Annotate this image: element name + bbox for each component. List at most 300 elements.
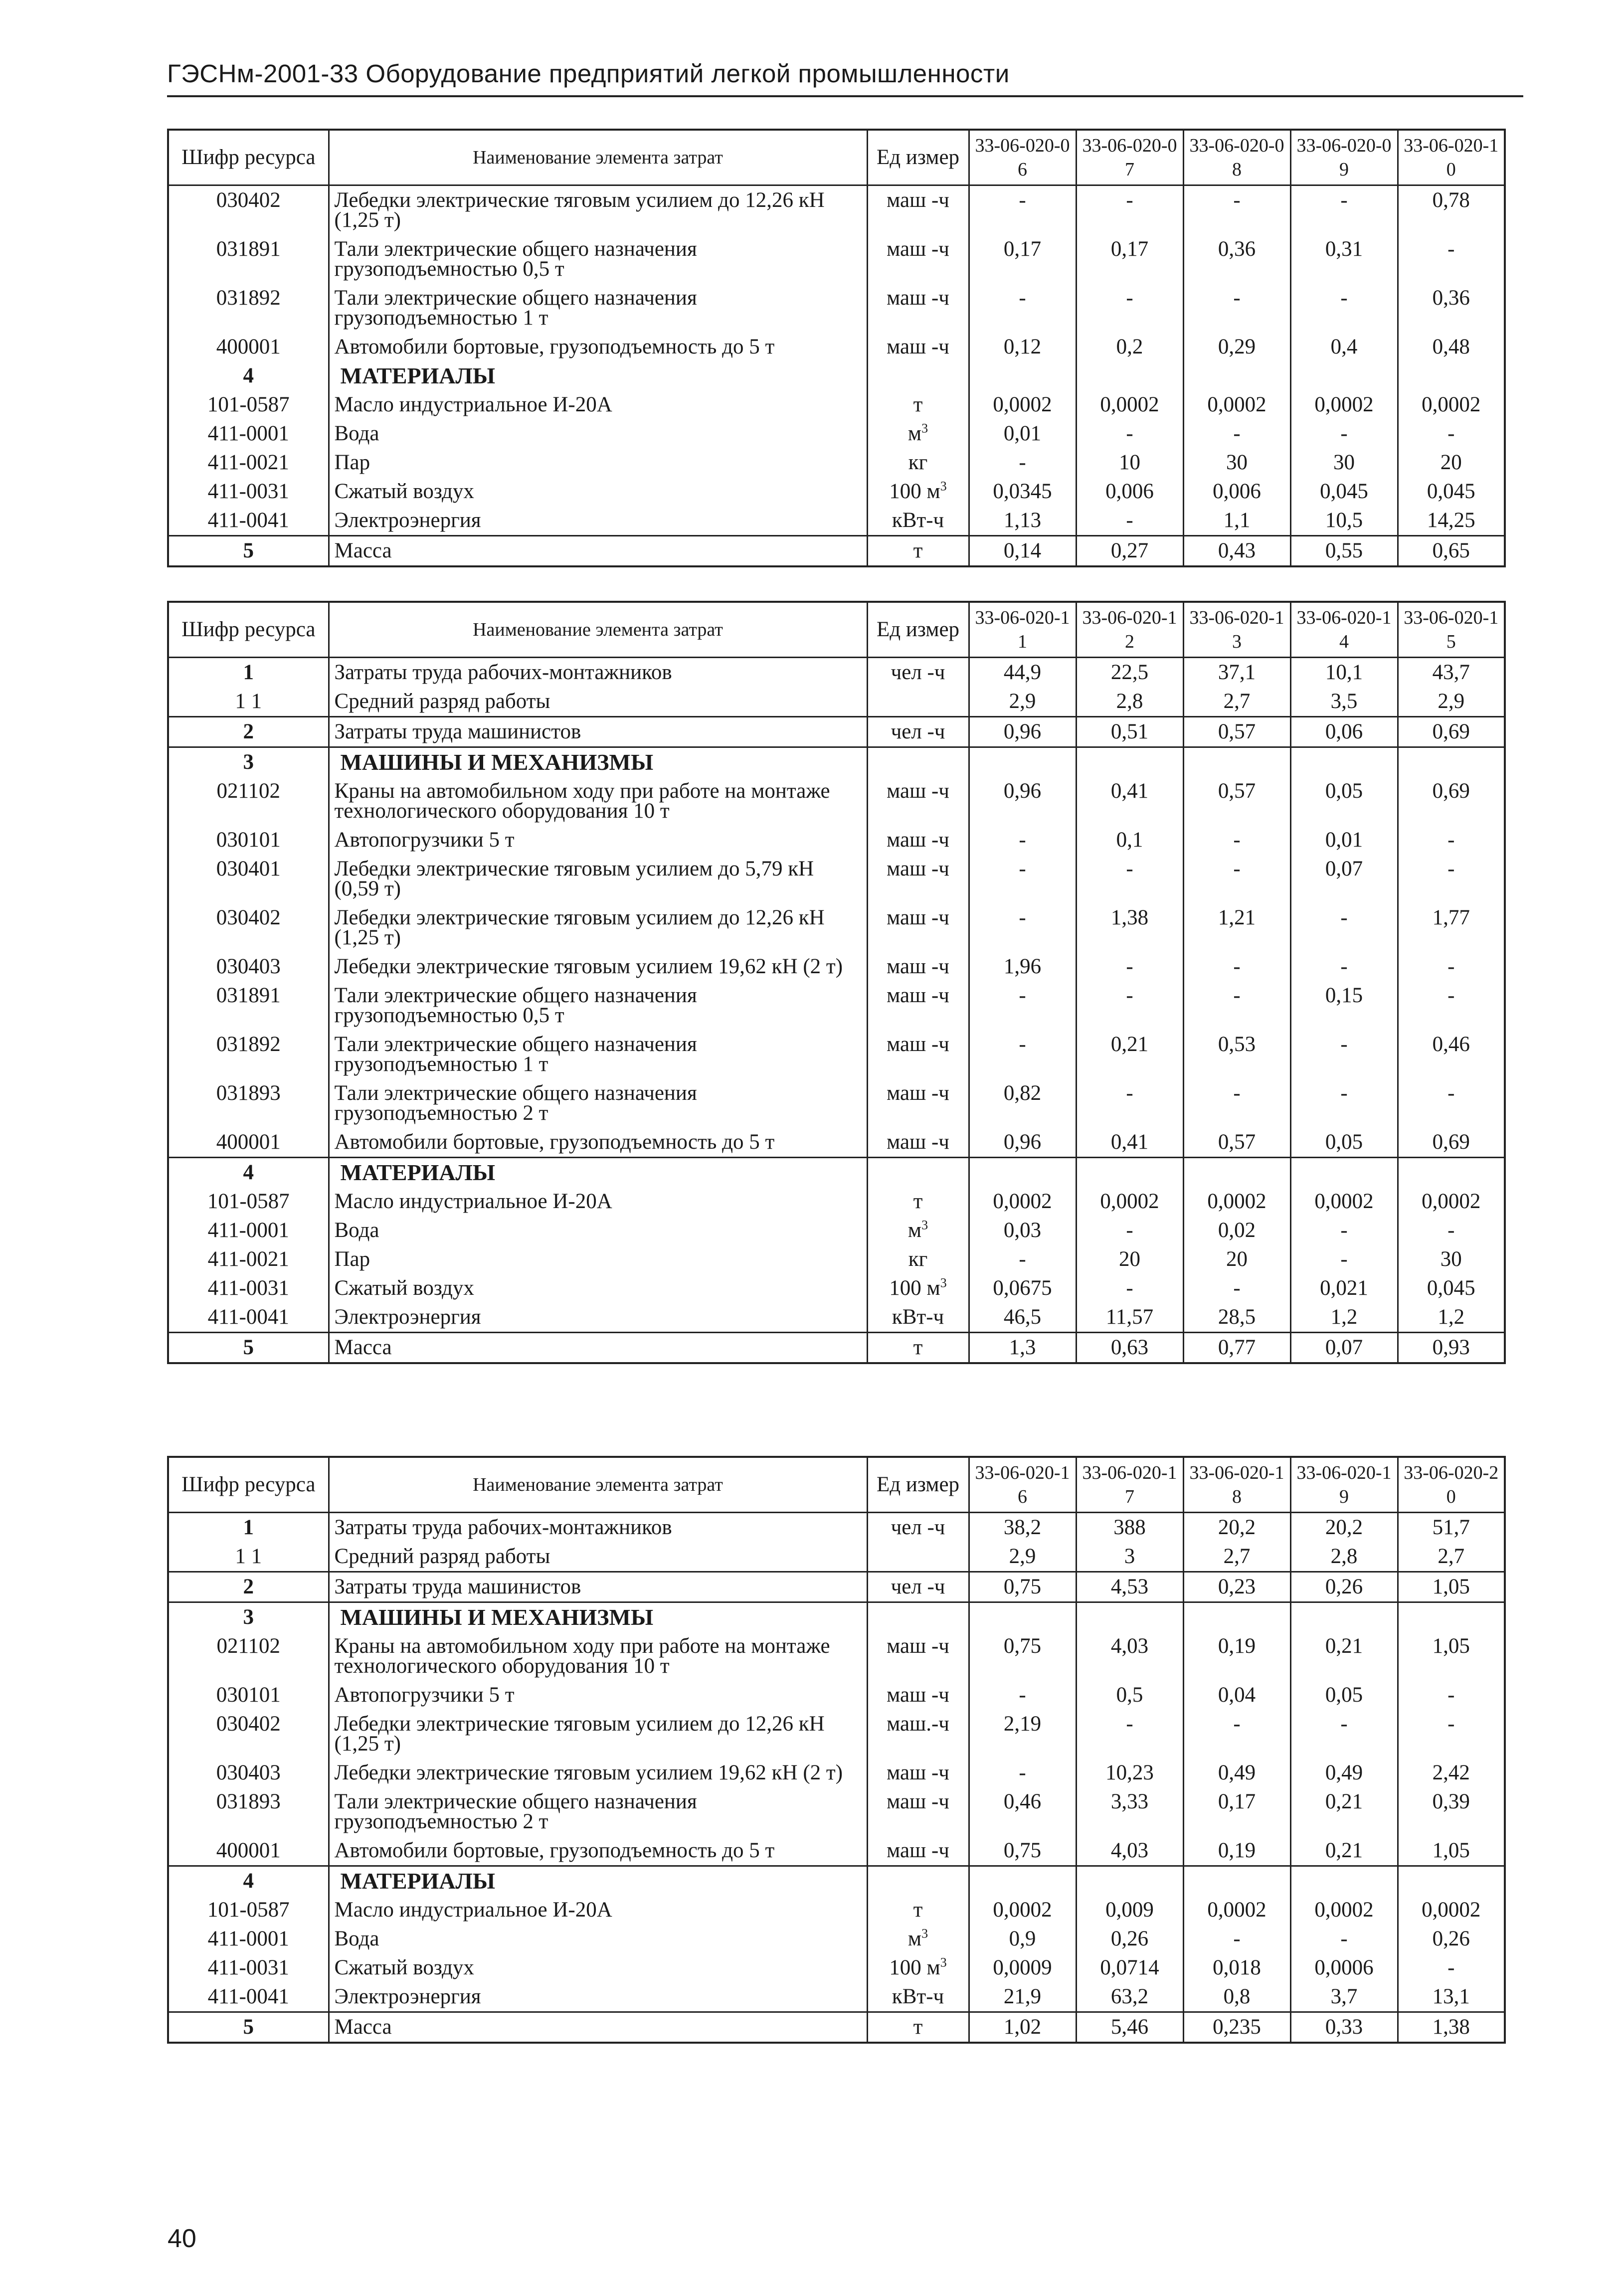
- cost-element-name: Тали электрические общего назначения грузоподъемностью 0,5 т: [329, 235, 867, 284]
- norm-value: -: [1076, 855, 1183, 903]
- empty-cell: [1290, 361, 1398, 390]
- norm-value: -: [969, 1758, 1076, 1787]
- norm-value: 0,96: [969, 1128, 1076, 1158]
- norm-value: 0,0002: [1183, 1896, 1290, 1925]
- cost-element-name: Тали электрические общего назначения грузоподъемностью 1 т: [329, 284, 867, 333]
- norm-value: 0,46: [1398, 1030, 1505, 1079]
- cost-element-name: Тали электрические общего назначения грузоподъемностью 1 т: [329, 1030, 867, 1079]
- section-title: МАТЕРИАЛЫ: [329, 1866, 867, 1896]
- norm-value: -: [1290, 185, 1398, 235]
- table-row: [168, 777, 1505, 826]
- norm-value: 1,05: [1398, 1572, 1505, 1602]
- col-header-norm-code: 33-06-020-16: [969, 1457, 1076, 1513]
- resource-code: 411-0041: [168, 506, 329, 536]
- norm-value: 1,96: [969, 952, 1076, 981]
- norm-value: 0,19: [1183, 1836, 1290, 1866]
- norm-value: -: [969, 903, 1076, 952]
- table-row: [168, 952, 1505, 981]
- norm-value: -: [969, 1681, 1076, 1710]
- norm-value: 0,57: [1183, 777, 1290, 826]
- unit: маш -ч: [867, 1079, 969, 1128]
- norm-value: 0,23: [1183, 1572, 1290, 1602]
- norm-value: -: [1398, 952, 1505, 981]
- norm-value: 20: [1076, 1245, 1183, 1274]
- resource-code: 411-0041: [168, 1303, 329, 1333]
- norm-value: 0,17: [969, 235, 1076, 284]
- table-row: [168, 1303, 1505, 1333]
- unit: т: [867, 1187, 969, 1216]
- resource-code: 030403: [168, 1758, 329, 1787]
- table-header-row: [168, 1457, 1505, 1513]
- norm-value: -: [1076, 185, 1183, 235]
- unit: 100 $м^3$: [867, 1274, 969, 1303]
- norm-value: 0,69: [1398, 777, 1505, 826]
- resource-code: 411-0001: [168, 1925, 329, 1953]
- unit: т: [867, 2012, 969, 2043]
- cost-element-name: Средний разряд работы: [329, 687, 867, 717]
- norm-value: 20: [1398, 448, 1505, 477]
- resource-code: 411-0041: [168, 1982, 329, 2012]
- norm-value: 10,23: [1076, 1758, 1183, 1787]
- unit: кг: [867, 448, 969, 477]
- cost-element-name: Тали электрические общего назначения грузоподъемностью 2 т: [329, 1079, 867, 1128]
- resource-code: 031893: [168, 1079, 329, 1128]
- cost-element-name: Масса: [329, 1333, 867, 1364]
- norm-value: 0,018: [1183, 1953, 1290, 1982]
- unit: маш -ч: [867, 1758, 969, 1787]
- resource-code: 5: [168, 1333, 329, 1364]
- col-header-unit: Ед измер: [867, 602, 969, 658]
- table-row: [168, 1572, 1505, 1602]
- cost-element-name: Лебедки электрические тяговым усилием до 12,26 кН (1,25 т): [329, 185, 867, 235]
- norm-value: -: [1398, 855, 1505, 903]
- norm-value: 0,006: [1076, 477, 1183, 506]
- norm-value: 0,9: [969, 1925, 1076, 1953]
- cost-element-name: Вода: [329, 1216, 867, 1245]
- cost-element-name: Лебедки электрические тяговым усилием до 5,79 кН (0,59 т): [329, 855, 867, 903]
- norm-value: 0,57: [1183, 1128, 1290, 1158]
- cost-element-name: Автопогрузчики 5 т: [329, 1681, 867, 1710]
- norm-value: -: [969, 185, 1076, 235]
- cost-element-name: Средний разряд работы: [329, 1542, 867, 1572]
- norm-value: 0,1: [1076, 826, 1183, 855]
- norm-value: -: [1076, 1274, 1183, 1303]
- cost-element-name: Автомобили бортовые, грузоподъемность до 5 т: [329, 1128, 867, 1158]
- norm-value: 1,77: [1398, 903, 1505, 952]
- empty-cell: [1076, 747, 1183, 777]
- norm-value: 0,51: [1076, 717, 1183, 747]
- empty-cell: [1183, 1866, 1290, 1896]
- norm-value: -: [969, 855, 1076, 903]
- unit: чел -ч: [867, 1572, 969, 1602]
- cost-element-name: Автомобили бортовые, грузоподъемность до 5 т: [329, 333, 867, 361]
- empty-cell: [1183, 747, 1290, 777]
- norm-value: -: [1183, 1079, 1290, 1128]
- resource-code: 030403: [168, 952, 329, 981]
- norm-value: -: [1076, 1216, 1183, 1245]
- unit: чел -ч: [867, 658, 969, 688]
- norm-value: 0,77: [1183, 1333, 1290, 1364]
- unit: маш -ч: [867, 981, 969, 1030]
- cost-element-name: Вода: [329, 1925, 867, 1953]
- unit: маш -ч: [867, 235, 969, 284]
- norm-value: 0,33: [1290, 2012, 1398, 2043]
- norm-value: 0,21: [1290, 1632, 1398, 1681]
- table-row: [168, 361, 1505, 390]
- norm-value: -: [1398, 1079, 1505, 1128]
- cost-element-name: Затраты труда рабочих-монтажников: [329, 1513, 867, 1543]
- norm-value: 0,36: [1398, 284, 1505, 333]
- norm-value: 1,1: [1183, 506, 1290, 536]
- empty-cell: [867, 361, 969, 390]
- norm-value: 0,0002: [969, 1896, 1076, 1925]
- norm-value: 37,1: [1183, 658, 1290, 688]
- norm-value: -: [1183, 826, 1290, 855]
- norm-value: 0,75: [969, 1632, 1076, 1681]
- empty-cell: [969, 361, 1076, 390]
- empty-cell: [969, 1158, 1076, 1188]
- resource-code: 3: [168, 1602, 329, 1632]
- col-header-unit: Ед измер: [867, 130, 969, 185]
- resource-code: 021102: [168, 1632, 329, 1681]
- norm-value: 0,009: [1076, 1896, 1183, 1925]
- resource-table: [167, 601, 1506, 1364]
- empty-cell: [1076, 1602, 1183, 1632]
- norm-value: 38,2: [969, 1513, 1076, 1543]
- resource-code: 5: [168, 2012, 329, 2043]
- table-row: [168, 855, 1505, 903]
- norm-value: 0,8: [1183, 1982, 1290, 2012]
- unit: кг: [867, 1245, 969, 1274]
- cost-element-name: Электроэнергия: [329, 506, 867, 536]
- empty-cell: [867, 1866, 969, 1896]
- resource-code: 5: [168, 536, 329, 567]
- superscript: 3: [940, 479, 947, 494]
- empty-cell: [1076, 361, 1183, 390]
- empty-cell: [1183, 361, 1290, 390]
- unit: [867, 687, 969, 717]
- norm-value: -: [1398, 1681, 1505, 1710]
- norm-value: 46,5: [969, 1303, 1076, 1333]
- resource-code: 1: [168, 1513, 329, 1543]
- norm-value: 0,75: [969, 1836, 1076, 1866]
- norm-value: 1,05: [1398, 1632, 1505, 1681]
- norm-value: 0,4: [1290, 333, 1398, 361]
- norm-value: 3,5: [1290, 687, 1398, 717]
- norm-value: 0,03: [969, 1216, 1076, 1245]
- norm-value: 3: [1076, 1542, 1183, 1572]
- norm-value: 22,5: [1076, 658, 1183, 688]
- table-row: [168, 1866, 1505, 1896]
- norm-value: 0,26: [1076, 1925, 1183, 1953]
- resource-code: 030402: [168, 1710, 329, 1758]
- cost-element-name: Масло индустриальное И-20А: [329, 1187, 867, 1216]
- resource-code: 030402: [168, 903, 329, 952]
- cost-element-name: Сжатый воздух: [329, 1953, 867, 1982]
- unit: $м^3$: [867, 419, 969, 448]
- empty-cell: [1183, 1602, 1290, 1632]
- cost-element-name: Масло индустриальное И-20А: [329, 390, 867, 419]
- resource-code: 2: [168, 717, 329, 747]
- norm-value: -: [969, 1030, 1076, 1079]
- table-row: [168, 419, 1505, 448]
- resource-code: 1: [168, 658, 329, 688]
- norm-value: 0,39: [1398, 1787, 1505, 1836]
- norm-value: 10,1: [1290, 658, 1398, 688]
- norm-value: 0,0002: [1290, 1187, 1398, 1216]
- cost-element-name: Сжатый воздух: [329, 1274, 867, 1303]
- resource-code: 400001: [168, 333, 329, 361]
- norm-value: 0,53: [1183, 1030, 1290, 1079]
- norm-value: -: [1076, 981, 1183, 1030]
- empty-cell: [969, 747, 1076, 777]
- cost-element-name: Тали электрические общего назначения грузоподъемностью 2 т: [329, 1787, 867, 1836]
- table-row: [168, 1982, 1505, 2012]
- norm-value: 1,2: [1290, 1303, 1398, 1333]
- norm-value: 0,0002: [1398, 1896, 1505, 1925]
- norm-value: 20,2: [1183, 1513, 1290, 1543]
- norm-value: 0,01: [969, 419, 1076, 448]
- norm-value: -: [1398, 826, 1505, 855]
- unit: [867, 1542, 969, 1572]
- empty-cell: [969, 1866, 1076, 1896]
- resource-code: 411-0031: [168, 1953, 329, 1982]
- unit: чел -ч: [867, 1513, 969, 1543]
- norm-value: 1,2: [1398, 1303, 1505, 1333]
- norm-value: 0,0675: [969, 1274, 1076, 1303]
- empty-cell: [1076, 1866, 1183, 1896]
- cost-element-name: Лебедки электрические тяговым усилием 19,62 кН (2 т): [329, 1758, 867, 1787]
- col-header-norm-code: 33-06-020-06: [969, 130, 1076, 185]
- norm-value: 0,21: [1290, 1787, 1398, 1836]
- superscript: 3: [921, 1926, 928, 1941]
- cost-element-name: Затраты труда рабочих-монтажников: [329, 658, 867, 688]
- norm-value: 0,5: [1076, 1681, 1183, 1710]
- empty-cell: [969, 1602, 1076, 1632]
- resource-code: 4: [168, 1158, 329, 1188]
- col-header-norm-code: 33-06-020-12: [1076, 602, 1183, 658]
- col-header-name: Наименование элемента затрат: [329, 602, 867, 658]
- table-header-row: [168, 602, 1505, 658]
- norm-value: 0,0002: [1398, 1187, 1505, 1216]
- col-header-norm-code: 33-06-020-14: [1290, 602, 1398, 658]
- table-row: [168, 1030, 1505, 1079]
- superscript: 3: [940, 1275, 947, 1290]
- resource-code: 4: [168, 1866, 329, 1896]
- norm-value: -: [1290, 1216, 1398, 1245]
- norm-value: 0,78: [1398, 185, 1505, 235]
- norm-value: 13,1: [1398, 1982, 1505, 2012]
- norm-value: 0,65: [1398, 536, 1505, 567]
- norm-value: 0,27: [1076, 536, 1183, 567]
- table-header-row: [168, 130, 1505, 185]
- cost-element-name: Лебедки электрические тяговым усилием до 12,26 кН (1,25 т): [329, 1710, 867, 1758]
- norm-value: 14,25: [1398, 506, 1505, 536]
- norm-value: -: [1290, 952, 1398, 981]
- table-row: [168, 1216, 1505, 1245]
- norm-value: 2,8: [1076, 687, 1183, 717]
- table-row: [168, 1542, 1505, 1572]
- norm-value: 0,41: [1076, 777, 1183, 826]
- col-header-norm-code: 33-06-020-11: [969, 602, 1076, 658]
- norm-value: 0,26: [1398, 1925, 1505, 1953]
- norm-value: 30: [1183, 448, 1290, 477]
- norm-value: 44,9: [969, 658, 1076, 688]
- norm-value: 3,7: [1290, 1982, 1398, 2012]
- table-row: [168, 687, 1505, 717]
- norm-value: 0,01: [1290, 826, 1398, 855]
- table-row: [168, 235, 1505, 284]
- resource-code: 030401: [168, 855, 329, 903]
- resource-code: 3: [168, 747, 329, 777]
- resource-code: 030402: [168, 185, 329, 235]
- norm-value: -: [1183, 1925, 1290, 1953]
- empty-cell: [1398, 747, 1505, 777]
- resource-code: 411-0021: [168, 1245, 329, 1274]
- unit: маш -ч: [867, 855, 969, 903]
- table-row: [168, 284, 1505, 333]
- norm-value: 2,9: [969, 687, 1076, 717]
- norm-value: 1,38: [1398, 2012, 1505, 2043]
- norm-value: 3,33: [1076, 1787, 1183, 1836]
- norm-value: 0,49: [1290, 1758, 1398, 1787]
- norm-value: -: [969, 981, 1076, 1030]
- table-row: [168, 717, 1505, 747]
- norm-value: -: [969, 1245, 1076, 1274]
- norm-value: 0,75: [969, 1572, 1076, 1602]
- norm-value: 0,96: [969, 777, 1076, 826]
- superscript: 3: [940, 1955, 947, 1970]
- resource-code: 2: [168, 1572, 329, 1602]
- unit: т: [867, 390, 969, 419]
- norm-value: 0,63: [1076, 1333, 1183, 1364]
- norm-value: 0,0009: [969, 1953, 1076, 1982]
- table-row: [168, 1896, 1505, 1925]
- norm-value: 1,13: [969, 506, 1076, 536]
- norm-value: -: [1290, 1245, 1398, 1274]
- resource-code: 031891: [168, 981, 329, 1030]
- superscript: 3: [921, 1218, 928, 1232]
- norm-value: 0,0002: [1290, 1896, 1398, 1925]
- norm-value: -: [1398, 1216, 1505, 1245]
- cost-element-name: Тали электрические общего назначения грузоподъемностью 0,5 т: [329, 981, 867, 1030]
- resource-code: 101-0587: [168, 1896, 329, 1925]
- norm-value: -: [969, 826, 1076, 855]
- unit: маш -ч: [867, 1128, 969, 1158]
- table-row: [168, 536, 1505, 567]
- norm-value: 0,07: [1290, 1333, 1398, 1364]
- norm-value: 0,021: [1290, 1274, 1398, 1303]
- norm-value: 0,93: [1398, 1333, 1505, 1364]
- table-row: [168, 1079, 1505, 1128]
- resource-code: 411-0031: [168, 477, 329, 506]
- norm-value: 10: [1076, 448, 1183, 477]
- resource-code: 101-0587: [168, 1187, 329, 1216]
- table-row: [168, 506, 1505, 536]
- norm-value: -: [1398, 419, 1505, 448]
- norm-value: 11,57: [1076, 1303, 1183, 1333]
- norm-value: 1,21: [1183, 903, 1290, 952]
- page-header: [167, 59, 1523, 97]
- resource-code: 411-0001: [168, 419, 329, 448]
- norm-value: 0,045: [1398, 1274, 1505, 1303]
- unit: маш -ч: [867, 777, 969, 826]
- norm-value: 2,19: [969, 1710, 1076, 1758]
- norm-value: 4,03: [1076, 1632, 1183, 1681]
- table-row: [168, 826, 1505, 855]
- empty-cell: [1398, 361, 1505, 390]
- cost-element-name: Электроэнергия: [329, 1303, 867, 1333]
- norm-value: 0,0714: [1076, 1953, 1183, 1982]
- page-header-title: ГЭСНм-2001-33 Оборудование предприятий легкой промышленности: [167, 59, 1010, 88]
- norm-value: 0,05: [1290, 777, 1398, 826]
- norm-value: -: [1183, 855, 1290, 903]
- norm-value: 0,82: [969, 1079, 1076, 1128]
- norm-value: -: [1290, 903, 1398, 952]
- table-row: [168, 185, 1505, 235]
- norm-value: 0,0002: [1183, 1187, 1290, 1216]
- norm-value: 0,045: [1290, 477, 1398, 506]
- table-row: [168, 1953, 1505, 1982]
- norm-value: -: [1183, 981, 1290, 1030]
- superscript: 3: [921, 421, 928, 436]
- table-row: [168, 1333, 1505, 1364]
- norm-value: 0,46: [969, 1787, 1076, 1836]
- unit: маш.-ч: [867, 1710, 969, 1758]
- norm-value: 51,7: [1398, 1513, 1505, 1543]
- norm-value: 28,5: [1183, 1303, 1290, 1333]
- table-row: [168, 390, 1505, 419]
- norm-value: 2,7: [1183, 687, 1290, 717]
- unit: кВт-ч: [867, 1303, 969, 1333]
- table-row: [168, 903, 1505, 952]
- cost-element-name: Масса: [329, 2012, 867, 2043]
- resource-code: 400001: [168, 1836, 329, 1866]
- col-header-code: Шифр ресурса: [168, 1457, 329, 1513]
- norm-value: 0,045: [1398, 477, 1505, 506]
- col-header-name: Наименование элемента затрат: [329, 1457, 867, 1513]
- norm-value: 0,19: [1183, 1632, 1290, 1681]
- norm-value: 30: [1398, 1245, 1505, 1274]
- empty-cell: [1183, 1158, 1290, 1188]
- norm-value: 20: [1183, 1245, 1290, 1274]
- unit: маш -ч: [867, 1836, 969, 1866]
- norm-value: 0,006: [1183, 477, 1290, 506]
- norm-value: 0,05: [1290, 1681, 1398, 1710]
- norm-value: 0,96: [969, 717, 1076, 747]
- empty-cell: [867, 1158, 969, 1188]
- table-row: [168, 448, 1505, 477]
- norm-value: 0,43: [1183, 536, 1290, 567]
- empty-cell: [1398, 1602, 1505, 1632]
- section-title: МАШИНЫ И МЕХАНИЗМЫ: [329, 747, 867, 777]
- col-header-norm-code: 33-06-020-18: [1183, 1457, 1290, 1513]
- norm-value: -: [1398, 1710, 1505, 1758]
- norm-value: -: [1290, 1710, 1398, 1758]
- resource-code: 021102: [168, 777, 329, 826]
- norm-value: 0,05: [1290, 1128, 1398, 1158]
- norm-value: 0,02: [1183, 1216, 1290, 1245]
- norm-value: 0,2: [1076, 333, 1183, 361]
- table-row: [168, 477, 1505, 506]
- norm-value: -: [1183, 952, 1290, 981]
- col-header-norm-code: 33-06-020-08: [1183, 130, 1290, 185]
- norm-value: -: [1183, 419, 1290, 448]
- resource-code: 400001: [168, 1128, 329, 1158]
- table-row: [168, 1787, 1505, 1836]
- norm-value: 0,0006: [1290, 1953, 1398, 1982]
- table-row: [168, 1836, 1505, 1866]
